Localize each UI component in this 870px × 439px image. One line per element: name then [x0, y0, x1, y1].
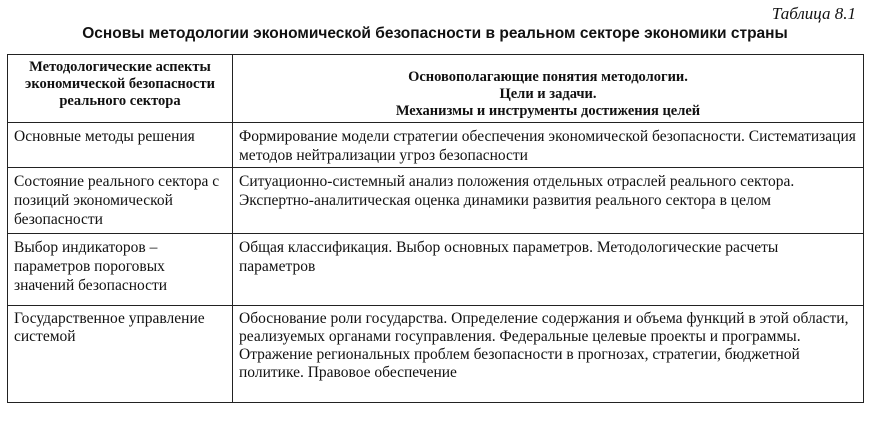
- header-aspects: Методологические аспекты экономической безопасности реального сектора: [8, 55, 233, 123]
- header-concepts-line: Основополагающие понятия методологии.: [408, 69, 688, 85]
- content-cell: Ситуационно-системный анализ положения отдельных отраслей реального сектора. Экспертно-аналитическая оценка динамики развития реального сектора в целом: [233, 168, 864, 234]
- content-cell: Общая классификация. Выбор основных параметров. Методологические расчеты параметров: [233, 234, 864, 306]
- content-cell: Формирование модели стратегии обеспечения экономической безопасности. Систематизация методов нейтрализации угроз безопасности: [233, 123, 864, 168]
- table-row: [8, 234, 864, 306]
- table-header-row: [8, 55, 864, 123]
- aspect-cell: Основные методы решения: [8, 123, 233, 168]
- table-row: [8, 168, 864, 234]
- table-title: Основы методологии экономической безопасности в реальном секторе экономики страны: [82, 25, 788, 42]
- header-concepts: [233, 55, 864, 123]
- aspect-cell: Состояние реального сектора с позиций экономической безопасности: [8, 168, 233, 234]
- table-row: [8, 123, 864, 168]
- aspect-cell: Государственное управление системой: [8, 306, 233, 403]
- table-row: [8, 306, 864, 403]
- aspect-cell: Выбор индикаторов – параметров пороговых значений безопасности: [8, 234, 233, 306]
- methodology-table: [7, 54, 864, 403]
- content-cell: Обоснование роли государства. Определение содержания и объема функций в этой области, реализуемых органами госуправления. Федеральные целевые проекты и программы. Отражение региональных проблем безопасности в прогнозах, стратегии, бюджетной политике. Правовое обеспечение: [233, 306, 864, 403]
- header-concepts-line: Цели и задачи.: [499, 86, 597, 102]
- header-concepts-line: Механизмы и инструменты достижения целей: [395, 103, 701, 119]
- table-number-caption: Таблица 8.1: [771, 4, 856, 23]
